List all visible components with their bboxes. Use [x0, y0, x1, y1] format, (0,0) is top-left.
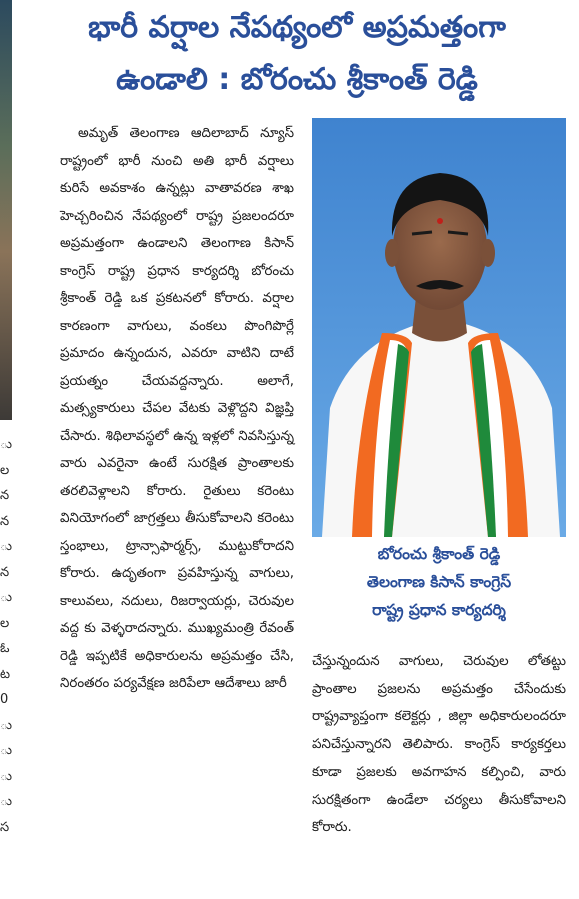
article-body-text-1: అమృత్ తెలంగాణ ఆదిలాబాద్ న్యూస్ రాష్ట్రంలో భారీ నుంచి అతి భారీ వర్షాలు కురిసే అవకాశం ఉన్నట్లు వాతావరణ శాఖ హెచ్చరించిన నేపథ్యంలో రాష్ట్ర ప్రజలందరూ అప్రమత్తంగా ఉండాలని తెలంగాణ కిసాన్ కాంగ్రెస్ రాష్ట్ర ప్రధాన కార్యదర్శి బోరంచు శ్రీకాంత్ రెడ్డి ఒక ప్రకటనలో కోరారు. వర్షాల కారణంగా వాగులు, వంకలు పొంగిపొర్లే ప్రమాదం ఉన్నందున, ఎవరూ వాటిని దాటే ప్రయత్నం చేయవద్దన్నారు. అలాగే, మత్స్యకారులు చేపల వేటకు వెళ్లొద్దని విజ్ఞప్తి చేసారు. శిథిలావస్థలో ఉన్న ఇళ్లలో నివసిస్తున్న వారు ఎవరైనా ఉంటే సురక్షిత ప్రాంతాలకు తరలివెళ్లాలని కోరారు. రైతులు కరెంటు వినియోగంలో జాగ్రత్తలు తీసుకోవాలని కరెంటు స్తంభాలు, ట్రాన్సాఫార్మర్స్, ముట్టుకోరాదని కోరారు. ఉదృతంగా ప్రవహిస్తున్న వాగులు, కాలువలు, నదులు, రిజర్వాయర్లు, చెరువుల వద్ద కు వెళ్ళరాదన్నారు. ముఖ్యమంత్రి రేవంత్ రెడ్డి ఇప్పటికే అధికారులను అప్రమత్తం చేసి, నిరంతరం పర్యవేక్షణ జరిపేలా ఆదేశాలు జారీ	[60, 126, 294, 691]
tilak	[437, 218, 443, 224]
adjacent-text-fragment: ు	[0, 794, 13, 809]
left-eyebrow	[412, 232, 432, 234]
article-headline	[18, 2, 576, 106]
adjacent-text-fragment: ు	[0, 768, 13, 784]
caption-name: బోరంచు శ్రీకాంత్ రెడ్డి	[377, 545, 501, 563]
photo-caption	[312, 540, 566, 624]
adjacent-text-fragment: స	[0, 819, 10, 835]
adjacent-text-fragment: ు	[0, 743, 13, 758]
adjacent-text-fragment: 0	[0, 692, 9, 707]
adjacent-text-fragment: ఓ	[0, 641, 10, 656]
article-body-column-1	[60, 120, 294, 698]
adjacent-text-fragment: ు	[0, 539, 13, 554]
headline-line-1: భారీ వర్షాల నేపథ్యంలో అప్రమత్తంగా	[88, 10, 506, 45]
adjacent-text-fragment: ల	[0, 615, 10, 631]
left-ear	[385, 239, 399, 267]
adjacent-text-fragment: ు	[0, 590, 13, 605]
adjacent-text-fragment: ు	[0, 717, 13, 733]
article-body-column-2	[312, 648, 566, 842]
adjacent-text-fragment: ట	[0, 666, 11, 682]
right-eyebrow	[448, 232, 468, 234]
article-photo	[312, 118, 566, 537]
adjacent-text-fragment: ు	[0, 437, 13, 452]
caption-designation: రాష్ట్ర ప్రధాన కార్యదర్శి	[372, 601, 506, 619]
article-body-text-2: చేస్తున్నందున వాగులు, చెరువుల లోతట్టు ప్రాంతాల ప్రజలను అప్రమత్తం చేసేందుకు రాష్ట్రవ్యాప్తంగా కలెక్టర్లు , జిల్లా అధికారులందరూ పనిచేస్తున్నారని తెలిపారు. కాంగ్రెస్ కార్యకర్తలు కూడా ప్రజలకు అవగాహన కల్పించి, వారు సురక్షితంగా ఉండేలా చర్యలు తీసుకోవాలని కోరారు.	[312, 654, 566, 836]
portrait-photo-illustration	[312, 118, 566, 537]
adjacent-article-text	[0, 432, 14, 840]
adjacent-text-fragment: న	[0, 564, 10, 580]
adjacent-text-fragment: ల	[0, 462, 10, 478]
adjacent-photo-fragment	[0, 0, 12, 420]
adjacent-article-strip	[0, 0, 16, 899]
adjacent-text-fragment: న	[0, 488, 10, 503]
right-ear	[481, 239, 495, 267]
headline-line-2: ఉండాలి : బోరంచు శ్రీకాంత్ రెడ్డి	[116, 62, 478, 97]
adjacent-text-fragment: న	[0, 513, 10, 529]
caption-organization: తెలంగాణ కిసాన్ కాంగ్రెస్	[366, 573, 512, 591]
